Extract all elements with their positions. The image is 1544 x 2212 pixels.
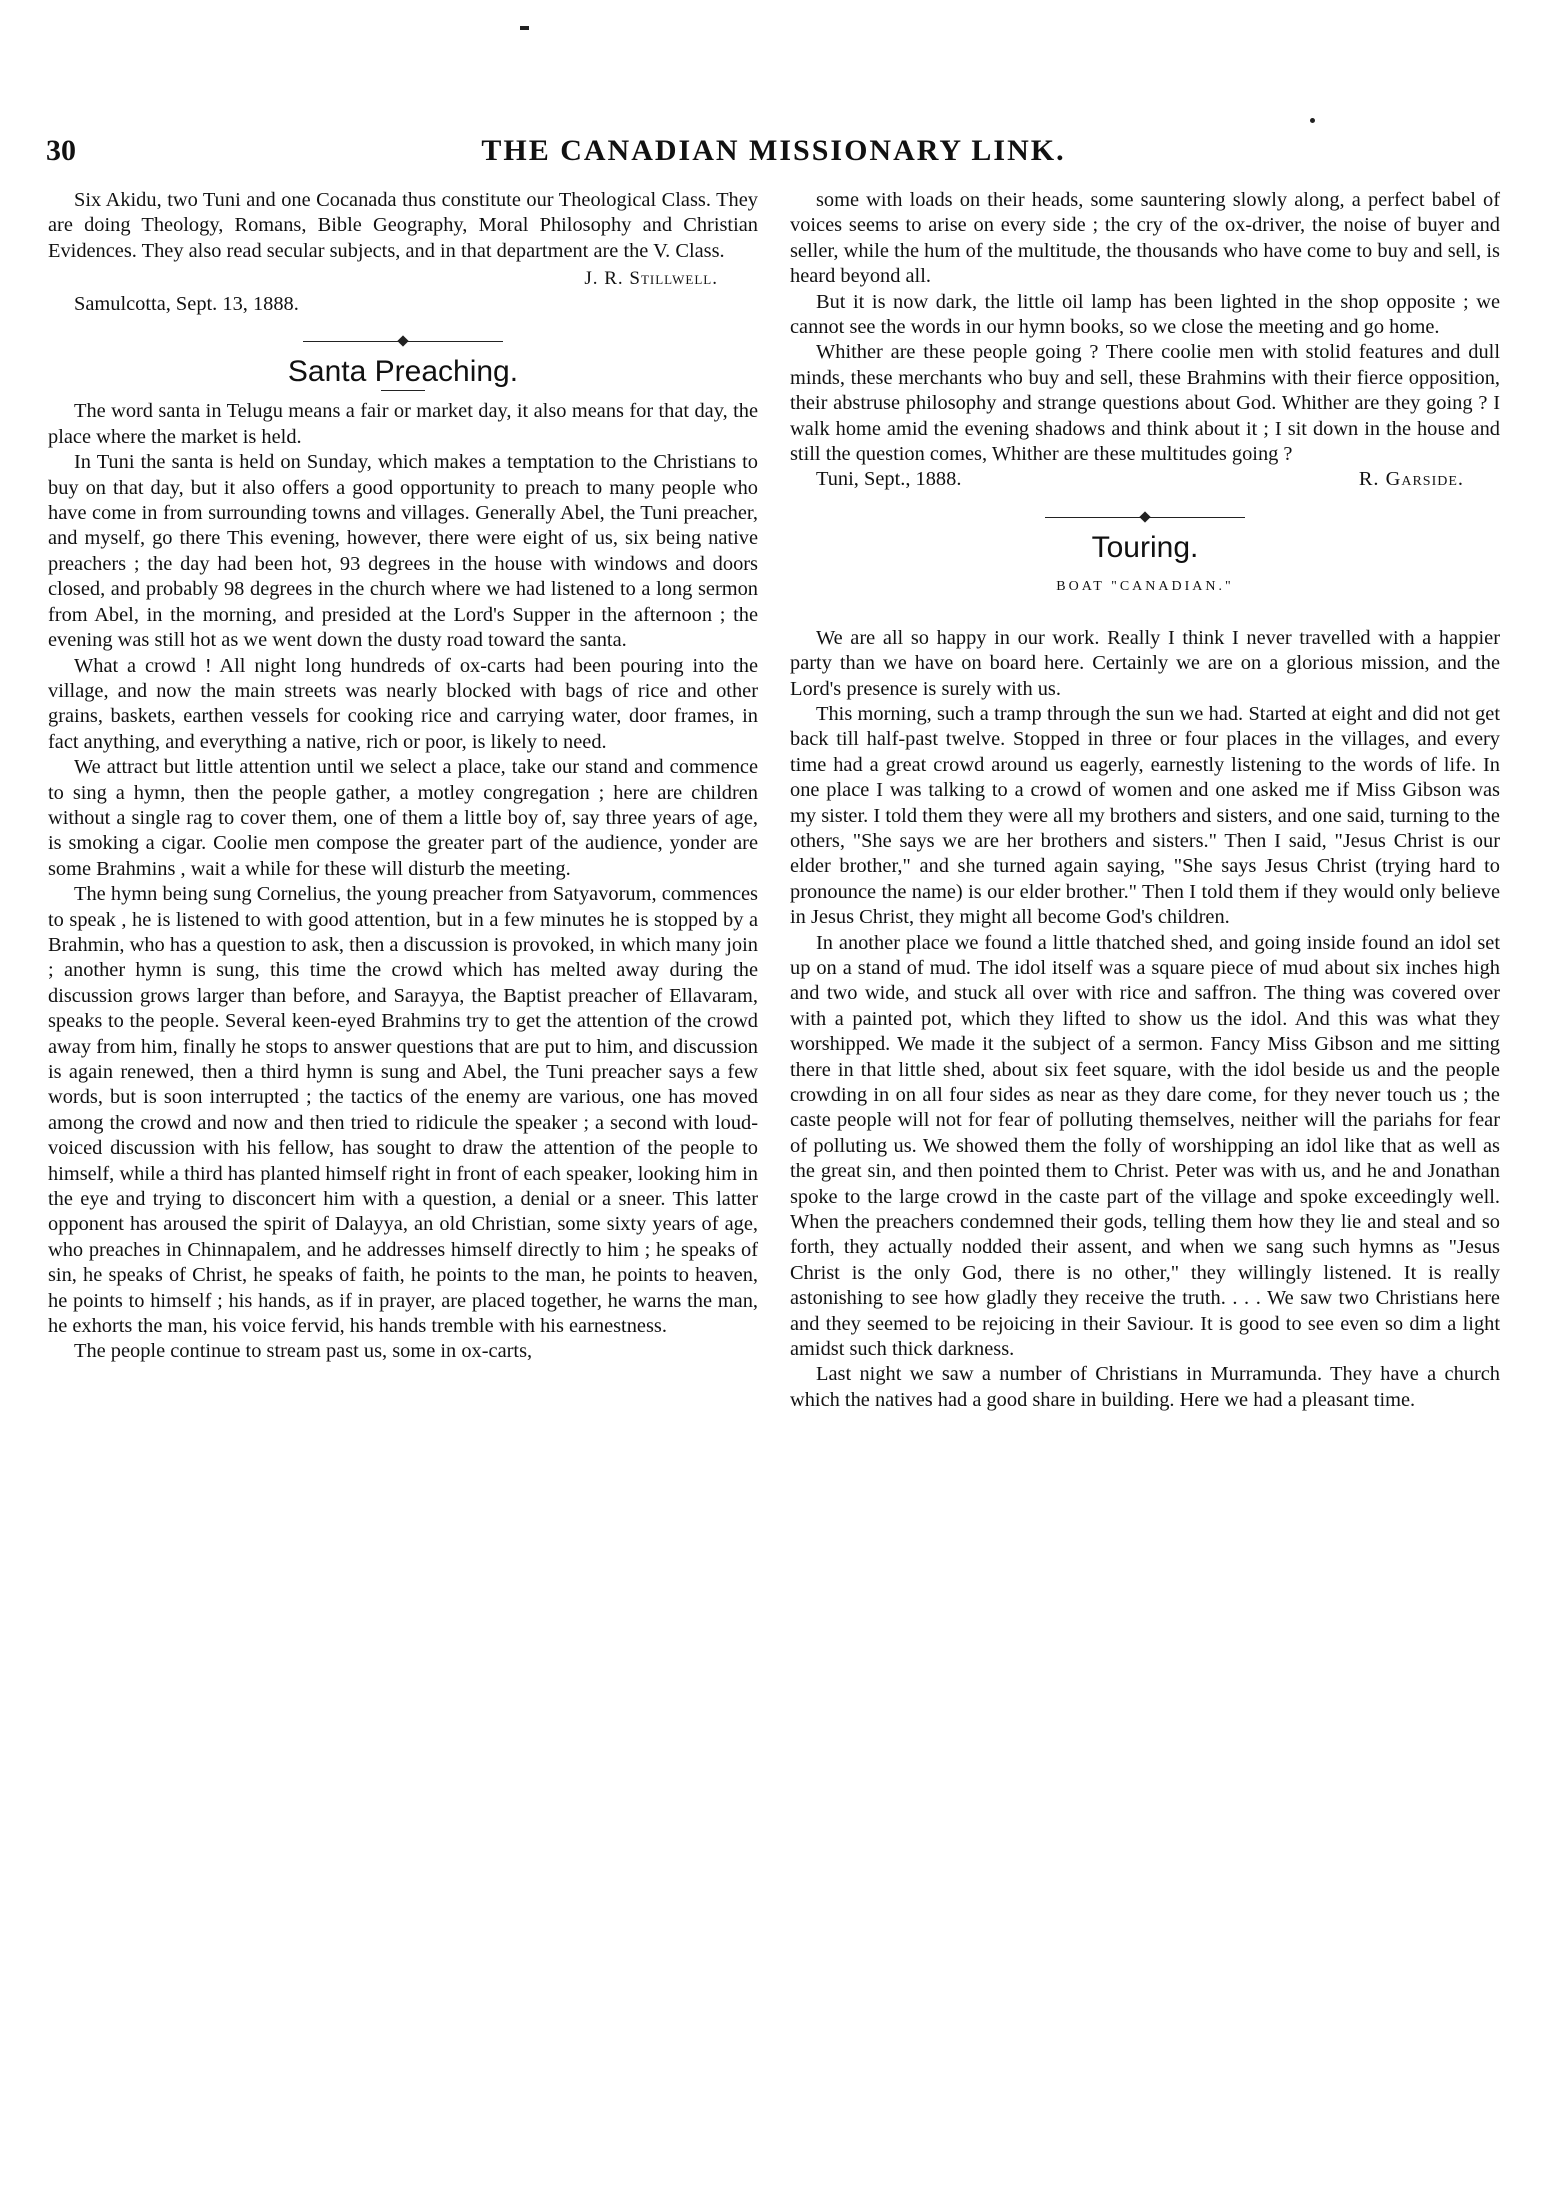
paragraph: The word santa in Telugu means a fair or market day, it also means for that day, the place where the market is held. — [48, 400, 758, 448]
paragraph: Six Akidu, two Tuni and one Cocanada thus constitute our Theological Class. They are doing Theology, Romans, Bible Geography, Moral Philosophy and Christian Evidences. They also read secular subjects, and in that department are the V. Class. — [48, 189, 758, 262]
paragraph: We are all so happy in our work. Really I think I never travelled with a happier party than we have on board here. Certainly we are on a glorious mission, and the Lord's presence is surely with us. — [790, 626, 1500, 700]
section-divider — [1045, 503, 1245, 531]
print-mark — [520, 26, 529, 30]
title-underline — [381, 390, 425, 391]
right-column — [790, 188, 1500, 1413]
paragraph: Whither are these people going ? There coolie men with stolid features and dull minds, these merchants who buy and sell, these Brahmins with their fierce opposition, their abstruse philosophy and strange questions about God. Whither are they going ? I walk home amid the evening shadows and think about it ; I sit down in the house and still the question comes, Whither are these multitudes going ? — [790, 341, 1500, 466]
paragraph: The people continue to stream past us, some in ox-carts, — [74, 1340, 533, 1363]
paragraph: In another place we found a little thatched shed, and going inside found an idol set up on a stand of mud. The idol itself was a square piece of mud about six inches high and two wide, and stuck all over with rice and saffron. The thing was covered over with a painted pot, which they lifted to show us the idol. And this was what they worshipped. We made it the subject of a sermon. Fancy Miss Gibson and me sitting there in that little shed, about six feet square, with the idol beside us and the people crowding in on all four sides as near as they dare come, for they never touch us ; the caste people will not for fear of polluting themselves, neither will the pariahs for fear of polluting us. We showed them the folly of worshipping an idol like that as well as the great sin, and then pointed them to Christ. Peter was with us, and he and Jonathan spoke to the large crowd in the caste part of the village and spoke exceedingly well. When the preachers condemned their gods, telling them how they lie and steal and so forth, they actually nodded their assent, and when we sang such hymns as "Jesus Christ is the only God, there is no other," they willingly listened. It is really astonishing to see how gladly they receive the truth. . . . We saw two Christians here and they seemed to be rejoicing in their Saviour. It is good to see even so dim a light amidst such thick darkness. — [790, 931, 1500, 1361]
page-number: 30 — [46, 134, 76, 167]
article-title: Santa Preaching. — [287, 355, 519, 389]
article-title: Touring. — [1091, 530, 1199, 564]
print-dot — [1310, 118, 1315, 123]
paragraph: But it is now dark, the little oil lamp has been lighted in the shop opposite ; we cannot see the words in our hymn books, so we close the meeting and go home. — [790, 290, 1500, 339]
divider-ornament — [1139, 511, 1150, 522]
signature: J. R. Stillwell. — [584, 268, 718, 290]
section-divider — [303, 327, 503, 355]
paragraph: some with loads on their heads, some sauntering slowly along, a perfect babel of voices seems to arise on every side ; the cry of the ox-driver, the noise of buyer and seller, while the hum of the multitude, the thousands who have come to buy and sell, is heard beyond all. — [790, 189, 1500, 288]
dateline: Samulcotta, Sept. 13, 1888. — [74, 292, 299, 315]
divider-ornament — [397, 335, 408, 346]
article-subtitle: BOAT "CANADIAN." — [1056, 579, 1234, 595]
signature: R. Garside. — [1358, 468, 1464, 491]
left-column — [48, 188, 758, 1365]
paragraph: Last night we saw a number of Christians in Murramunda. They have a church which the natives had a good share in building. Here we had a pleasant time. — [790, 1363, 1500, 1411]
paragraph: The hymn being sung Cornelius, the young preacher from Satyavorum, commences to speak , he is listened to with good attention, but in a few minutes he is stopped by a Brahmin, who has a question to ask, then a discussion is provoked, in which many join ; another hymn is sung, this time the crowd which has melted away during the discussion grows larger than before, and Sarayya, the Baptist preacher of Ellavaram, speaks to the people. Several keen-eyed Brahmins try to get the attention of the crowd away from him, finally he stops to answer questions that are put to him, and discussion is again renewed, then a third hymn is sung and Abel, the Tuni preacher says a few words, but is soon interrupted ; the tactics of the enemy are various, one has moved among the crowd and now and then tried to ridicule the speaker ; a second with loud-voiced discussion with his fellow, has sought to draw the attention of the people to himself, while a third has planted himself right in front of each speaker, looking him in the eye and trying to disconcert him with a question, a denial or a sneer. This latter opponent has aroused the spirit of Dalayya, an old Christian, some sixty years of age, who preaches in Chinnapalem, and he addresses himself directly to him ; he speaks of sin, he speaks of Christ, he speaks of faith, he points to the man, he points to heaven, he points to himself ; his hands, as if in prayer, are placed together, he warns the man, he exhorts the man, his voice fervid, his hands tremble with his earnestness. — [48, 883, 758, 1338]
paragraph: This morning, such a tramp through the sun we had. Started at eight and did not get back till half-past twelve. Stopped in three or four places in the villages, and every time had a great crowd around us eagerly, earnestly listening to the words of life. In one place I was talking to a crowd of women and one asked me if Miss Gibson was my sister. I told them they were all my brothers and sisters, and one said, turning to the others, "She says we are her brothers and sisters." Then I said, "Jesus Christ is our elder brother," and she turned again saying, "She says Jesus Christ (trying hard to pronounce the name) is our elder brother." Then I told them if they would only believe in Jesus Christ, they might all become God's children. — [790, 702, 1500, 929]
page-header — [46, 134, 1501, 174]
paragraph: In Tuni the santa is held on Sunday, which makes a temptation to the Christians to buy on that day, but it also offers a good opportunity to preach to many people who have come in from surrounding towns and villages. Generally Abel, the Tuni preacher, and myself, go there This evening, however, there were eight of us, six being native preachers ; the day had been hot, 93 degrees in the house with windows and doors closed, and probably 98 degrees in the church where we had listened to a long sermon from Abel, in the morning, and presided at the Lord's Supper in the afternoon ; the evening was still hot as we went down the dusty road toward the santa. — [48, 451, 758, 652]
dateline: Tuni, Sept., 1888. — [816, 468, 962, 491]
paragraph: What a crowd ! All night long hundreds of ox-carts had been pouring into the village, and now the main streets was nearly blocked with bags of rice and other grains, baskets, earthen vessels for cooking rice and carrying water, door frames, in fact anything, and everything a native, rich or poor, is likely to need. — [48, 654, 758, 753]
dateline-row — [790, 467, 1500, 492]
running-title: THE CANADIAN MISSIONARY LINK. — [481, 134, 1066, 167]
paragraph: We attract but little attention until we select a place, take our stand and commence to sing a hymn, then the people gather, a motley congregation ; here are children without a single rag to cover them, one of them a little boy of, say three years of age, is smoking a cigar. Coolie men compose the greater part of the audience, yonder are some Brahmins , wait a while for these will disturb the meeting. — [48, 756, 758, 880]
